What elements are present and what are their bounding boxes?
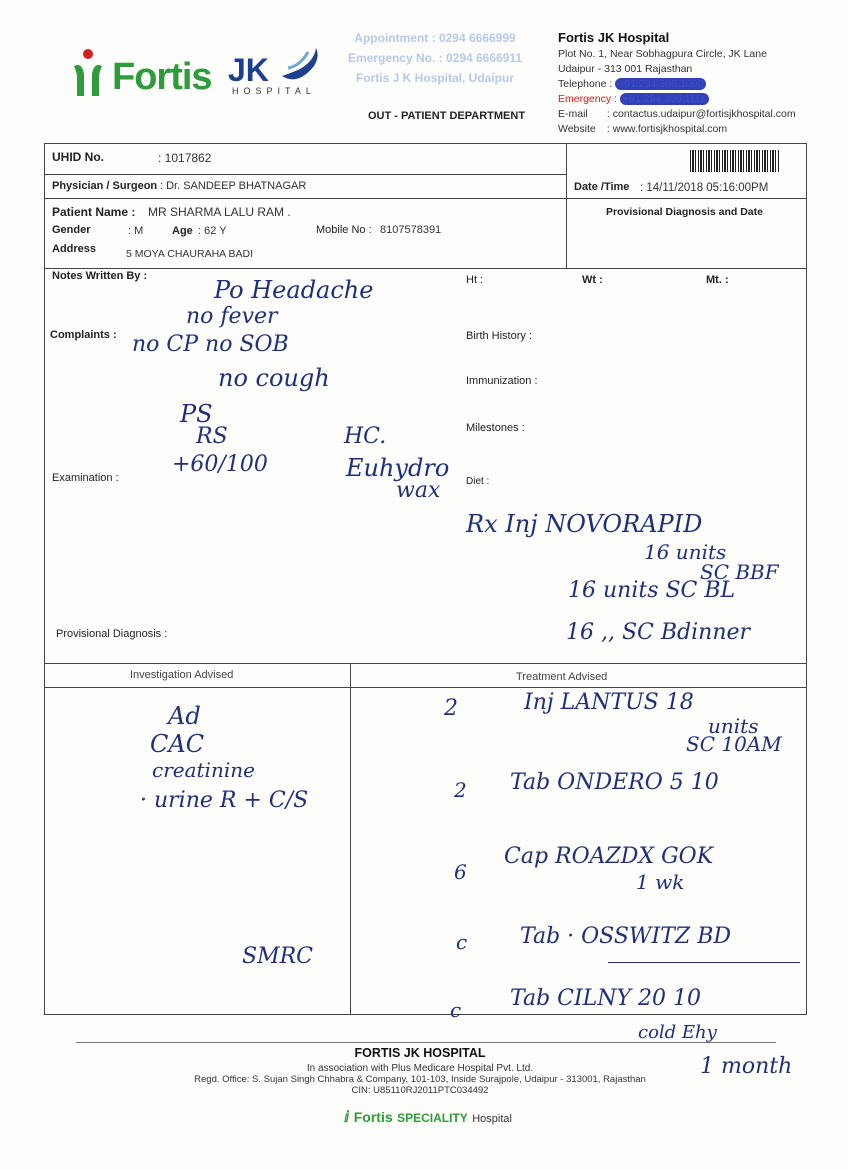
patient-name-value: MR SHARMA LALU RAM . xyxy=(148,205,291,219)
specialty-mark-icon: ⅈ xyxy=(344,1109,350,1126)
emergency-label: Emergency : xyxy=(558,93,617,105)
faint-hospital-name: Fortis J K Hospital, Udaipur xyxy=(355,71,514,85)
hw-treatment-3-num: 6 xyxy=(454,860,467,884)
gender-label: Gender xyxy=(52,224,91,236)
hw-investigation-1: Ad xyxy=(168,702,201,730)
jk-swirl-icon xyxy=(278,46,322,86)
hw-exam-2: RS xyxy=(196,424,228,449)
appointment-line: Appointment : 0294 6666999 xyxy=(354,31,516,45)
specialty-fortis: Fortis xyxy=(353,1109,393,1125)
wt-label: Wt : xyxy=(582,274,603,286)
address-line-1: Plot No. 1, Near Sobhagpura Circle, JK Lane xyxy=(558,48,767,60)
jk-caption: HOSPITAL xyxy=(232,86,316,96)
hw-treatment-4-num: c xyxy=(456,930,468,954)
footer-title: FORTIS JK HOSPITAL xyxy=(354,1046,486,1060)
hw-treatment-5b: cold Ehy xyxy=(638,1022,717,1043)
address-line-2: Udaipur - 313 001 Rajasthan xyxy=(558,63,693,75)
diet-label: Diet : xyxy=(466,476,490,487)
hw-exam-5: Euhydro xyxy=(346,454,450,482)
uhid-value: : 1017862 xyxy=(158,151,212,165)
mobile-value: 8107578391 xyxy=(380,224,442,236)
section-vertical-divider xyxy=(350,663,351,1015)
hw-rx-line5: 16 ,, SC Bdinner xyxy=(566,620,751,645)
hw-treatment-5: Tab CILNY 20 10 xyxy=(510,986,702,1011)
footer-block xyxy=(140,1046,700,1096)
section-divider-top xyxy=(44,663,807,664)
provisional-diagnosis-label: Provisional Diagnosis : xyxy=(56,628,168,640)
fortis-logo xyxy=(68,48,218,104)
physician-value: : Dr. SANDEEP BHATNAGAR xyxy=(160,180,307,192)
physician-label: Physician / Surgeon xyxy=(52,180,158,192)
jk-wordmark: JK xyxy=(228,52,269,88)
investigation-advised-heading: Investigation Advised xyxy=(130,669,234,681)
hw-complaint-3: no CP no SOB xyxy=(132,332,289,357)
hw-treatment-1c: SC 10AM xyxy=(686,732,782,756)
barcode xyxy=(690,150,780,172)
gender-value: : M xyxy=(128,225,144,237)
hw-complaint-4: no cough xyxy=(218,364,330,392)
info-vertical-divider xyxy=(566,143,567,268)
info-divider-3 xyxy=(44,268,807,269)
department-title: OUT - PATIENT DEPARTMENT xyxy=(368,110,526,122)
faint-contact-block xyxy=(330,28,540,88)
website-value: : www.fortisjkhospital.com xyxy=(606,123,728,135)
address-label: Address xyxy=(52,243,97,255)
hw-exam-3: +60/100 xyxy=(172,452,268,477)
datetime-value: : 14/11/2018 05:16:00PM xyxy=(640,182,769,194)
specialty-hospital: Hospital xyxy=(472,1113,512,1125)
specialty-logo xyxy=(344,1108,512,1127)
ht-label: Ht : xyxy=(466,274,484,286)
hw-investigation-3: creatinine xyxy=(152,758,255,782)
uhid-label: UHID No. xyxy=(52,150,104,164)
emergency-value: +91 294 306 1111 xyxy=(620,93,709,105)
age-value: : 62 Y xyxy=(198,225,227,237)
address-value: 5 MOYA CHAURAHA BADI xyxy=(126,248,254,260)
hw-exam-4: HC. xyxy=(344,424,387,449)
hw-treatment-4-underline xyxy=(608,962,800,963)
patient-name-label: Patient Name : xyxy=(52,205,136,219)
notes-written-by-label: Notes Written By : xyxy=(52,270,148,282)
email-value: : contactus.udaipur@fortisjkhospital.com xyxy=(606,108,796,120)
hw-treatment-1b: units xyxy=(708,714,759,738)
mobile-label: Mobile No : xyxy=(316,224,372,236)
email-row xyxy=(558,107,828,122)
datetime-label: Date /Time xyxy=(574,181,630,193)
specialty-word: SPECIALITY xyxy=(397,1111,468,1125)
immunization-label: Immunization : xyxy=(466,375,538,387)
hw-treatment-1-num: 2 xyxy=(444,696,458,721)
hw-treatment-3: Cap ROAZDX GOK xyxy=(504,844,714,869)
hw-treatment-5-num: c xyxy=(450,998,462,1022)
telephone-value: +91 294 306 1000 xyxy=(615,78,706,90)
hw-rx-line4: 16 units SC BL xyxy=(568,578,736,603)
hw-treatment-3b: 1 wk xyxy=(636,870,685,894)
footer-regd-office: Regd. Office: S. Sujan Singh Chhabra & Company, 101-103, Inside Surajpole, Udaipur - 313001, Rajasthan xyxy=(194,1074,646,1085)
website-label: Website xyxy=(558,123,596,135)
fortis-mark-icon xyxy=(68,48,108,100)
age-label: Age xyxy=(172,225,193,237)
website-row xyxy=(558,122,828,137)
examination-label: Examination : xyxy=(52,472,119,484)
hw-rx-line3: SC BBF xyxy=(700,560,779,584)
mt-label: Mt. : xyxy=(706,274,729,286)
hw-rx-header: Rx Inj NOVORAPID xyxy=(466,510,703,538)
hospital-name: Fortis JK Hospital xyxy=(558,30,670,45)
hospital-address-block xyxy=(558,30,828,137)
hw-exam-6: wax xyxy=(396,478,441,503)
hw-investigation-5: SMRC xyxy=(242,944,313,969)
info-divider-1 xyxy=(44,174,566,175)
email-label: E-mail xyxy=(558,108,588,120)
telephone-label: Telephone : xyxy=(558,78,613,90)
telephone-row xyxy=(558,77,828,92)
hw-exam-1: PS xyxy=(180,400,213,428)
footer-cin: CIN: U85110RJ2011PTC034492 xyxy=(351,1085,489,1096)
footer-association: In association with Plus Medicare Hospital Pvt. Ltd. xyxy=(306,1063,534,1074)
hw-rx-line2: 16 units xyxy=(644,540,727,564)
emergency-line: Emergency No. : 0294 6666911 xyxy=(347,51,523,65)
prov-diag-date-label: Provisional Diagnosis and Date xyxy=(606,206,763,218)
info-divider-2 xyxy=(44,198,807,199)
complaints-label: Complaints : xyxy=(50,329,117,341)
milestones-label: Milestones : xyxy=(466,422,525,434)
birth-history-label: Birth History : xyxy=(466,330,533,342)
hw-treatment-2-num: 2 xyxy=(454,778,467,802)
hw-investigation-2: CAC xyxy=(150,730,205,758)
treatment-advised-heading: Treatment Advised xyxy=(516,671,608,683)
jk-logo xyxy=(228,46,328,100)
emergency-row xyxy=(558,92,828,107)
hw-treatment-5c: 1 month xyxy=(700,1054,793,1079)
hw-complaint-2: no fever xyxy=(186,304,278,329)
hw-treatment-4: Tab · OSSWITZ BD xyxy=(520,924,731,949)
hw-treatment-1: Inj LANTUS 18 xyxy=(524,690,694,715)
footer-rule xyxy=(76,1042,776,1043)
hw-investigation-4: · urine R + C/S xyxy=(140,788,309,813)
fortis-wordmark: Fortis xyxy=(112,56,212,98)
hw-treatment-2: Tab ONDERO 5 10 xyxy=(510,770,719,795)
hw-complaint-1: Po Headache xyxy=(214,276,374,304)
section-divider-header xyxy=(44,687,807,688)
